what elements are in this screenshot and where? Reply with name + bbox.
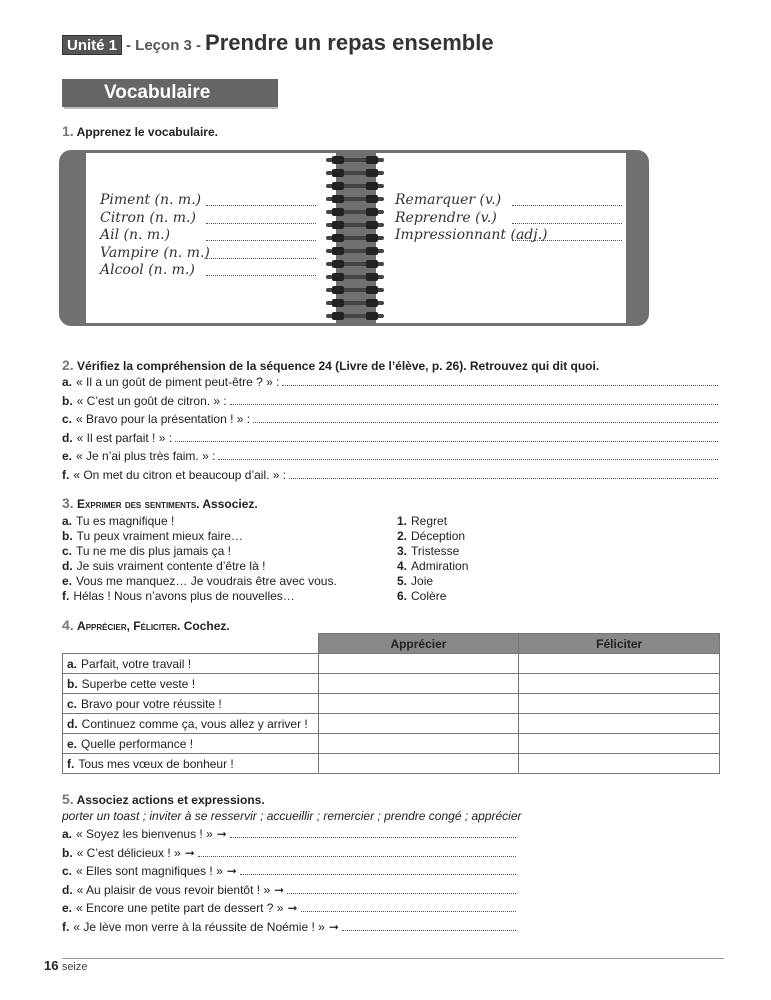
table-row	[63, 734, 720, 754]
ex3-feeling[interactable]	[397, 574, 433, 588]
item-number: 3.	[397, 544, 408, 558]
notebook-ring	[326, 195, 384, 203]
item-letter: a.	[62, 514, 73, 528]
item-letter: f.	[67, 756, 75, 771]
ex4-heading	[62, 617, 230, 633]
checkbox-cell-feliciter[interactable]	[519, 654, 720, 674]
notebook-ring	[326, 299, 384, 307]
ex3-feeling[interactable]	[397, 544, 459, 558]
table-row	[63, 754, 720, 774]
page-number: 16	[44, 958, 59, 973]
ex4-topic: Apprécier, Féliciter.	[77, 619, 181, 633]
notebook-ring	[326, 312, 384, 320]
checkbox-cell-apprecier[interactable]	[318, 674, 519, 694]
notebook-ring	[326, 169, 384, 177]
row-label	[63, 754, 319, 774]
ex3-heading	[62, 495, 258, 511]
ex5-item	[62, 883, 516, 897]
vocab-word: Ail (n. m.)	[100, 227, 171, 243]
answer-line[interactable]	[342, 930, 516, 931]
answer-line[interactable]	[512, 222, 622, 224]
item-quote: « Bravo pour la présentation ! » :	[76, 412, 251, 426]
answer-line[interactable]	[198, 856, 516, 857]
ex3-feeling[interactable]	[397, 529, 465, 543]
page-number-word: seize	[61, 961, 88, 973]
answer-line[interactable]	[206, 204, 316, 206]
page-footer	[44, 958, 88, 973]
ex5-item	[62, 901, 516, 915]
sentence-text: Je suis vraiment contente d’être là !	[76, 559, 266, 573]
feeling-text: Joie	[411, 574, 434, 588]
row-label	[63, 714, 319, 734]
ex5-instruction: Associez actions et expressions.	[76, 793, 265, 807]
notebook-ring	[326, 247, 384, 255]
checkbox-cell-apprecier[interactable]	[318, 694, 519, 714]
page-header	[62, 30, 494, 56]
item-letter: a.	[62, 375, 73, 389]
answer-line[interactable]	[253, 422, 718, 423]
column-header-apprecier: Apprécier	[318, 634, 519, 654]
row-label	[63, 654, 319, 674]
ex3-instruction: Associez.	[202, 497, 258, 511]
ex2-item	[62, 468, 718, 482]
checkbox-cell-feliciter[interactable]	[519, 694, 720, 714]
arrow-icon: ➞	[328, 919, 339, 934]
feeling-text: Regret	[411, 514, 448, 528]
ex3-sentence[interactable]	[62, 529, 243, 543]
feeling-text: Tristesse	[411, 544, 460, 558]
item-quote: « C’est un goût de citron. » :	[76, 393, 227, 408]
ex1-heading	[62, 123, 218, 139]
vocab-word: Citron (n. m.)	[100, 209, 196, 226]
item-letter: e.	[67, 736, 78, 751]
ex2-item	[62, 375, 718, 389]
answer-line[interactable]	[206, 222, 316, 224]
item-letter: a.	[62, 827, 73, 841]
answer-line[interactable]	[218, 459, 718, 460]
ex5-item	[62, 827, 516, 841]
ex5-item	[62, 920, 516, 934]
vocab-word: Remarquer (v.)	[395, 192, 502, 208]
vocab-word: Alcool (n. m.)	[100, 262, 195, 278]
ex5-item	[62, 864, 516, 878]
ex2-number: 2.	[62, 357, 74, 373]
notebook-ring	[326, 208, 384, 216]
ex2-item	[62, 412, 718, 426]
notebook-ring	[326, 260, 384, 268]
section-banner: Vocabulaire	[62, 79, 278, 107]
ex4-table-header	[63, 634, 720, 654]
ex5-heading	[62, 791, 265, 807]
notebook-ring	[326, 156, 384, 164]
feeling-text: Colère	[411, 589, 447, 603]
footer-divider	[62, 958, 724, 959]
vocab-word: Piment (n. m.)	[100, 192, 202, 208]
answer-line[interactable]	[287, 893, 516, 894]
arrow-icon: ➞	[184, 845, 195, 860]
item-quote: « Elles sont magnifiques ! »	[76, 864, 223, 878]
ex3-feeling[interactable]	[397, 514, 447, 528]
item-number: 6.	[397, 589, 408, 603]
feeling-text: Admiration	[411, 559, 469, 573]
notebook-ring	[326, 234, 384, 242]
item-letter: d.	[67, 716, 78, 731]
answer-line[interactable]	[512, 204, 622, 206]
item-number: 1.	[397, 514, 408, 528]
item-letter: f.	[62, 919, 70, 934]
item-quote: « Je lève mon verre à la réussite de Noémie ! »	[73, 919, 325, 934]
item-letter: c.	[67, 696, 78, 711]
notebook-ring	[326, 221, 384, 229]
arrow-icon: ➞	[226, 864, 237, 878]
item-quote: « Il est parfait ! » :	[76, 430, 173, 445]
row-text: Superbe cette veste !	[81, 676, 196, 691]
item-letter: d.	[62, 882, 73, 897]
answer-line[interactable]	[301, 911, 516, 912]
notebook-ring	[326, 286, 384, 294]
ex5-number: 5.	[62, 791, 74, 807]
checkbox-cell-feliciter[interactable]	[519, 754, 720, 774]
answer-line[interactable]	[282, 385, 718, 386]
item-number: 5.	[397, 574, 408, 588]
table-row	[63, 654, 720, 674]
sentence-text: Tu peux vraiment mieux faire…	[76, 529, 243, 543]
ex5-choices: porter un toast ; inviter à se resservir ; accueillir ; remercier ; prendre congé ; apprécier	[62, 809, 522, 823]
ex3-sentence[interactable]	[62, 559, 265, 573]
checkbox-cell-apprecier[interactable]	[318, 754, 519, 774]
item-quote: « On met du citron et beaucoup d’ail. » :	[73, 467, 287, 482]
answer-line[interactable]	[206, 274, 316, 276]
ex1-instruction: Apprenez le vocabulaire.	[76, 125, 218, 139]
page-title: Prendre un repas ensemble	[205, 30, 494, 55]
item-letter: d.	[62, 430, 73, 445]
checkbox-cell-feliciter[interactable]	[519, 674, 720, 694]
item-letter: f.	[62, 467, 70, 482]
checkbox-cell-feliciter[interactable]	[519, 734, 720, 754]
notebook-ring	[326, 182, 384, 190]
table-row	[63, 694, 720, 714]
feeling-text: Déception	[411, 529, 466, 543]
row-label	[63, 674, 319, 694]
item-letter: c.	[62, 864, 73, 878]
item-letter: b.	[62, 393, 73, 408]
row-text: Continuez comme ça, vous allez y arriver !	[81, 716, 308, 731]
vocab-word: Vampire (n. m.)	[100, 244, 210, 261]
ex4-instruction: Cochez.	[183, 619, 230, 633]
ex3-sentence[interactable]	[62, 544, 231, 558]
sentence-text: Vous me manquez… Je voudrais être avec vous.	[76, 574, 337, 588]
checkbox-cell-apprecier[interactable]	[318, 714, 519, 734]
row-label	[63, 734, 319, 754]
item-quote: « C’est délicieux ! »	[76, 845, 181, 860]
ex3-sentence[interactable]	[62, 589, 295, 603]
item-quote: « Soyez les bienvenus ! »	[76, 827, 213, 841]
vocab-word: Reprendre (v.)	[395, 209, 497, 226]
lesson-label: - Leçon 3 -	[126, 37, 202, 54]
notebook-ring	[326, 273, 384, 281]
ex2-item	[62, 431, 718, 445]
table-row	[63, 714, 720, 734]
sentence-text: Tu es magnifique !	[76, 514, 175, 528]
ex3-sentence[interactable]	[62, 574, 337, 588]
item-letter: f.	[62, 589, 70, 603]
sentence-text: Tu ne me dis plus jamais ça !	[76, 544, 231, 558]
ex4-number: 4.	[62, 617, 74, 633]
ex2-item	[62, 449, 718, 463]
answer-line[interactable]	[230, 404, 718, 405]
vocab-word: Impressionnant (adj.)	[395, 227, 548, 243]
item-letter: e.	[62, 901, 73, 915]
ex5-item	[62, 846, 516, 860]
column-header-feliciter: Féliciter	[519, 634, 720, 654]
item-letter: e.	[62, 449, 73, 463]
answer-line[interactable]	[289, 478, 718, 479]
item-letter: c.	[62, 412, 73, 426]
row-label	[63, 694, 319, 714]
checkbox-cell-apprecier[interactable]	[318, 654, 519, 674]
checkbox-cell-apprecier[interactable]	[318, 734, 519, 754]
answer-line[interactable]	[240, 874, 516, 875]
item-letter: a.	[67, 656, 78, 671]
ex4-table	[62, 633, 720, 774]
ex2-item	[62, 394, 718, 408]
row-text: Bravo pour votre réussite !	[81, 696, 222, 711]
item-quote: « Il a un goût de piment peut-être ? » :	[76, 375, 280, 389]
ex3-sentence[interactable]	[62, 514, 174, 528]
row-text: Quelle performance !	[81, 736, 194, 751]
item-letter: e.	[62, 574, 73, 588]
ex1-number: 1.	[62, 123, 74, 139]
ex3-topic: Exprimer des sentiments.	[77, 497, 200, 511]
item-number: 4.	[397, 559, 408, 573]
unit-badge: Unité 1	[62, 35, 122, 55]
ex2-heading	[62, 357, 599, 373]
ex2-instruction: Vérifiez la compréhension de la séquence 24 (Livre de l’élève, p. 26). Retrouvez qui dit quoi.	[77, 359, 600, 373]
table-row	[63, 674, 720, 694]
checkbox-cell-feliciter[interactable]	[519, 714, 720, 734]
row-text: Parfait, votre travail !	[81, 656, 192, 671]
item-number: 2.	[397, 529, 408, 543]
item-quote: « Je n’ai plus très faim. » :	[76, 449, 216, 463]
item-quote: « Au plaisir de vous revoir bientôt ! »	[76, 882, 271, 897]
row-text: Tous mes vœux de bonheur !	[78, 756, 234, 771]
arrow-icon: ➞	[287, 901, 298, 915]
answer-line[interactable]	[230, 837, 516, 838]
ex3-feeling[interactable]	[397, 589, 446, 603]
item-letter: b.	[62, 845, 73, 860]
item-quote: « Encore une petite part de dessert ? »	[76, 901, 284, 915]
item-letter: b.	[62, 529, 73, 543]
item-letter: b.	[67, 676, 78, 691]
arrow-icon: ➞	[216, 827, 227, 841]
item-letter: d.	[62, 559, 73, 573]
ex3-feeling[interactable]	[397, 559, 468, 573]
answer-line[interactable]	[206, 257, 316, 259]
answer-line[interactable]	[175, 441, 718, 442]
answer-line[interactable]	[206, 239, 316, 241]
item-letter: c.	[62, 544, 73, 558]
answer-line[interactable]	[512, 239, 622, 241]
ex3-number: 3.	[62, 495, 74, 511]
arrow-icon: ➞	[274, 882, 285, 897]
sentence-text: Hélas ! Nous n’avons plus de nouvelles…	[73, 589, 295, 603]
